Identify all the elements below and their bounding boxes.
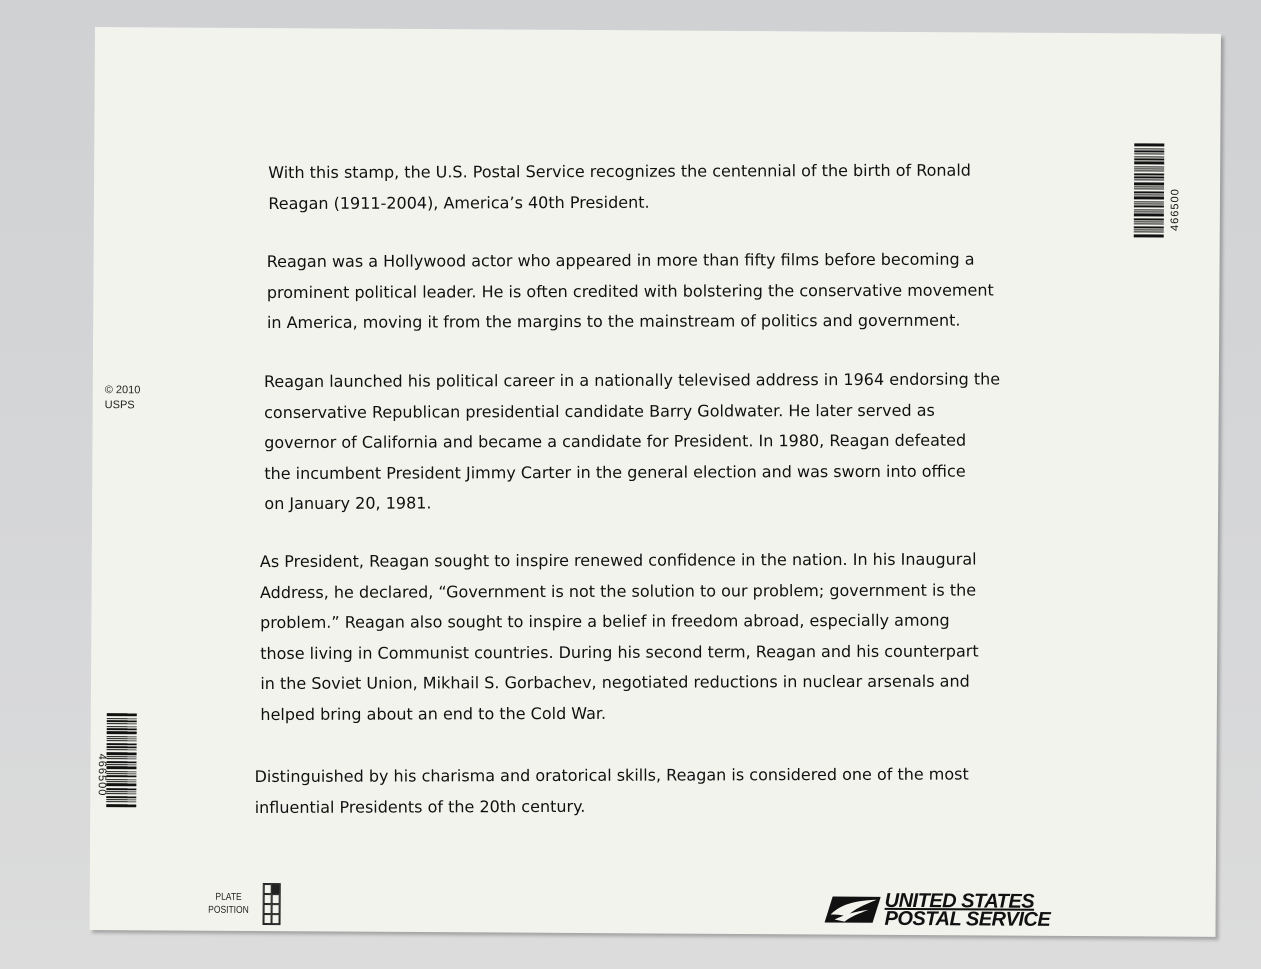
text-line: Reagan (1911-2004), America’s 40th President.	[268, 192, 650, 213]
barcode-bars	[106, 713, 137, 808]
barcode-bar	[106, 791, 136, 792]
barcode-bar	[107, 738, 137, 739]
barcode-bar	[1134, 221, 1164, 222]
text-line: problem.” Reagan also sought to inspire a belief in freedom abroad, especially among	[260, 610, 950, 633]
text-line: With this stamp, the U.S. Postal Service recognizes the centennial of the birth of Ronald	[268, 160, 971, 183]
copyright-owner: USPS	[104, 399, 135, 412]
barcode-bar	[106, 788, 136, 790]
barcode-bar	[1134, 182, 1164, 185]
barcode-bar	[1134, 170, 1164, 171]
logo-line-1: UNITED STATES	[884, 889, 1035, 913]
barcode-left	[95, 713, 137, 841]
barcode-bar	[107, 756, 137, 757]
barcode-bar	[107, 761, 137, 763]
text-line: prominent political leader. He is often credited with bolstering the conservative movement	[266, 280, 994, 302]
barcode-bar	[1134, 156, 1164, 157]
barcode-bar	[107, 723, 137, 724]
barcode-bar	[107, 720, 137, 722]
plate-label-line: PLATE	[215, 891, 242, 903]
text-line: As President, Reagan sought to inspire renewed confidence in the nation. In his Inaugural	[259, 549, 977, 572]
barcode-bar	[1134, 205, 1164, 207]
paragraph-5	[255, 759, 1015, 823]
text-line: those living in Communist countries. During his second term, Reagan and his counterpart	[260, 641, 979, 663]
barcode-bar	[1134, 161, 1164, 164]
barcode-bar	[106, 773, 136, 774]
barcode-bar	[1134, 168, 1164, 169]
barcode-bar	[107, 736, 137, 737]
barcode-bar	[107, 718, 137, 719]
barcode-bar	[106, 804, 136, 807]
barcode-bar	[1134, 194, 1164, 195]
logo-line-2: POSTAL SERVICE	[884, 907, 1051, 931]
barcode-bar	[1134, 234, 1164, 237]
barcode-bar	[1134, 186, 1164, 187]
barcode-bar	[1134, 179, 1164, 180]
barcode-bar	[106, 766, 136, 769]
plate-label-line: POSITION	[208, 904, 249, 916]
paragraph-3	[264, 364, 1025, 519]
barcode-bar	[1134, 153, 1164, 154]
text-line: Distinguished by his charisma and oratorical skills, Reagan is considered one of the most	[254, 764, 969, 786]
text-line: Reagan was a Hollywood actor who appeared in more than fifty films before becoming a	[266, 249, 975, 272]
barcode-bar	[1134, 211, 1164, 212]
text-line: Address, he declared, “Government is not the solution to our problem; government is the	[259, 580, 977, 602]
logo-wordmark	[884, 889, 1051, 931]
barcode-bar	[1134, 150, 1164, 152]
barcode-bar	[1134, 213, 1164, 216]
barcode-bar	[1134, 196, 1164, 199]
stamp-sheet-back	[89, 27, 1220, 937]
barcode-bar	[1134, 191, 1164, 193]
barcode-bar	[107, 749, 137, 750]
barcode-bar	[1134, 188, 1164, 189]
text-line: the incumbent President Jimmy Carter in the general election and was sworn into office	[264, 461, 966, 483]
barcode-bar	[1134, 143, 1164, 146]
plate-position	[205, 883, 281, 925]
paragraph-4	[260, 544, 1021, 730]
copyright-notice	[105, 383, 141, 413]
plate-position-label	[208, 891, 249, 917]
barcode-bar	[107, 731, 137, 734]
barcode-bar	[107, 713, 137, 716]
barcode-bar	[1134, 173, 1164, 175]
text-line: governor of California and became a candidate for President. In 1980, Reagan defeated	[264, 430, 967, 453]
text-line: Reagan launched his political career in a nationally televised address in 1964 endorsing the	[263, 369, 1001, 392]
eagle-icon	[825, 892, 881, 926]
barcode-bar	[1134, 226, 1164, 228]
barcode-number: 466500	[1169, 188, 1182, 231]
barcode-bar	[1134, 209, 1164, 210]
barcode-bar	[106, 796, 136, 798]
barcode-bar	[106, 781, 136, 782]
barcode-bar	[1134, 176, 1164, 178]
barcode-bar	[107, 728, 137, 730]
barcode-bar	[1134, 231, 1164, 232]
barcode-number: 466500	[95, 753, 108, 797]
barcode-bar	[1134, 166, 1164, 167]
text-line: on January 20, 1981.	[264, 493, 432, 514]
text-line: conservative Republican presidential candidate Barry Goldwater. He later served as	[264, 400, 935, 422]
barcode-bar	[107, 726, 137, 727]
barcode-bar	[1134, 229, 1164, 230]
text-line: helped bring about an end to the Cold War.	[260, 703, 607, 724]
barcode-bar	[1134, 223, 1164, 224]
barcode-bar	[106, 771, 136, 772]
barcode-bar	[1134, 203, 1164, 204]
barcode-bar	[107, 743, 137, 745]
text-line: in America, moving it from the margins to the mainstream of politics and government.	[266, 310, 961, 333]
barcode-bar	[106, 799, 136, 800]
paragraph-1	[268, 155, 1028, 219]
barcode-bar	[1134, 148, 1164, 149]
barcode-bar	[107, 758, 137, 759]
text-line: influential Presidents of the 20th century.	[254, 796, 586, 817]
barcode-bar	[107, 746, 137, 748]
barcode-bar	[106, 764, 136, 765]
barcode-bar	[107, 740, 137, 741]
barcode-bars	[1134, 143, 1165, 238]
barcode-bar	[107, 752, 137, 755]
barcode-bar	[106, 783, 136, 786]
copyright-year: © 2010	[104, 384, 141, 397]
barcode-bar	[1134, 158, 1164, 160]
barcode-bar	[1134, 218, 1164, 220]
barcode-right	[1134, 143, 1182, 269]
usps-logo	[825, 889, 1051, 931]
plate-position-grid-icon	[262, 883, 280, 925]
barcode-bar	[1134, 201, 1164, 202]
paragraph-2	[267, 244, 1027, 338]
barcode-bar	[106, 793, 136, 794]
text-line: in the Soviet Union, Mikhail S. Gorbachev, negotiated reductions in nuclear arsenals and	[260, 671, 970, 694]
barcode-bar	[106, 801, 136, 802]
barcode-bar	[106, 775, 136, 777]
barcode-bar	[106, 779, 136, 780]
